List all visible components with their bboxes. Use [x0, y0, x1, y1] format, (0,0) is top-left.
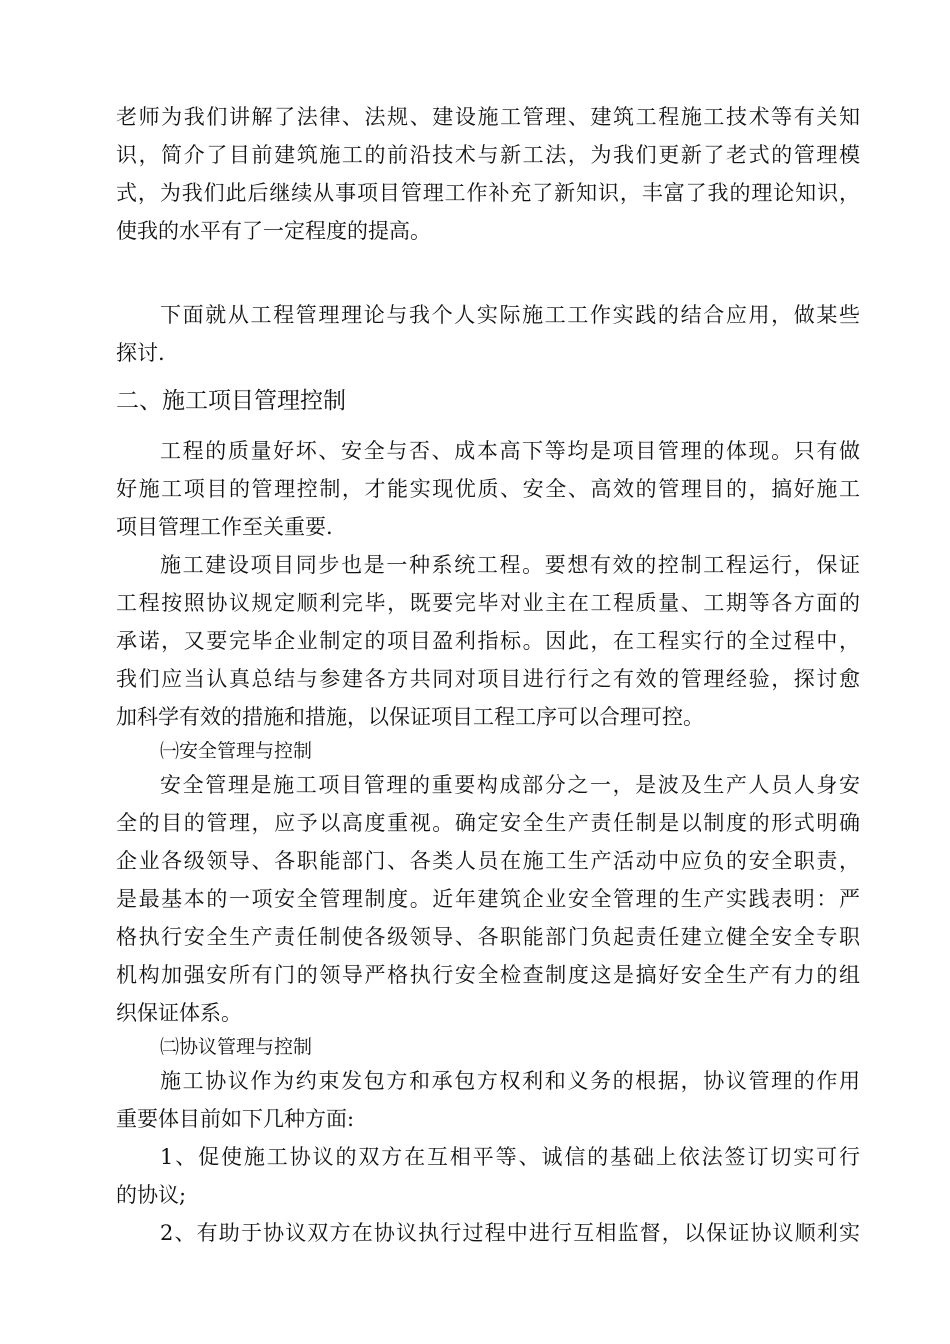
paragraph-line: 机构加强安所有门的领导严格执行安全检查制度这是搞好安全生产有力的组 — [116, 963, 860, 987]
paragraph-line: 全的目的管理，应予以高度重视。确定安全生产责任制是以制度的形式明确 — [116, 811, 860, 835]
paragraph-line: 工程按照协议规定顺利完毕，既要完毕对业主在工程质量、工期等各方面的 — [116, 591, 860, 615]
paragraph-line: 承诺，又要完毕企业制定的项目盈利指标。因此，在工程实行的全过程中， — [116, 629, 860, 653]
paragraph-line: 老师为我们讲解了法律、法规、建设施工管理、建筑工程施工技术等有关知 — [116, 105, 860, 129]
paragraph-line: 好施工项目的管理控制，才能实现优质、安全、高效的管理目的，搞好施工 — [116, 477, 860, 501]
paragraph-line: 式，为我们此后继续从事项目管理工作补充了新知识，丰富了我的理论知识， — [116, 181, 860, 205]
paragraph-line: 探讨. — [116, 341, 165, 365]
paragraph-line: 项目管理工作至关重要. — [116, 515, 333, 539]
paragraph-line: 重要体目前如下几种方面: — [116, 1107, 355, 1131]
paragraph-line: 我们应当认真总结与参建各方共同对项目进行行之有效的管理经验，探讨愈 — [116, 667, 860, 691]
subsection-heading: ㈡协议管理与控制 — [160, 1036, 313, 1058]
paragraph-line: 施工建设项目同步也是一种系统工程。要想有效的控制工程运行，保证 — [160, 553, 860, 577]
paragraph-line: 加科学有效的措施和措施，以保证项目工程工序可以合理可控。 — [116, 705, 704, 729]
paragraph-line: 工程的质量好坏、安全与否、成本高下等均是项目管理的体现。只有做 — [160, 439, 860, 463]
subsection-heading: ㈠安全管理与控制 — [160, 740, 313, 762]
paragraph-line: 使我的水平有了一定程度的提高。 — [116, 219, 431, 243]
paragraph-line: 施工协议作为约束发包方和承包方权利和义务的根据，协议管理的作用 — [160, 1069, 860, 1093]
paragraph-line: 下面就从工程管理理论与我个人实际施工工作实践的结合应用，做某些 — [160, 303, 860, 327]
paragraph-line: 格执行安全生产责任制使各级领导、各职能部门负起责任建立健全安全专职 — [116, 925, 860, 949]
list-item-line: 2、有助于协议双方在协议执行过程中进行互相监督，以保证协议顺利实 — [160, 1221, 860, 1245]
paragraph-line: 企业各级领导、各职能部门、各类人员在施工生产活动中应负的安全职责， — [116, 849, 860, 873]
list-item-line: 的协议; — [116, 1183, 187, 1207]
paragraph-line: 安全管理是施工项目管理的重要构成部分之一，是波及生产人员人身安 — [160, 773, 860, 797]
section-heading: 二、施工项目管理控制 — [116, 388, 346, 414]
paragraph-line: 是最基本的一项安全管理制度。近年建筑企业安全管理的生产实践表明：严 — [116, 887, 860, 911]
paragraph-line: 织保证体系。 — [116, 1001, 242, 1025]
list-item-line: 1、促使施工协议的双方在互相平等、诚信的基础上依法签订切实可行 — [160, 1145, 860, 1169]
paragraph-line: 识，简介了目前建筑施工的前沿技术与新工法，为我们更新了老式的管理模 — [116, 143, 860, 167]
